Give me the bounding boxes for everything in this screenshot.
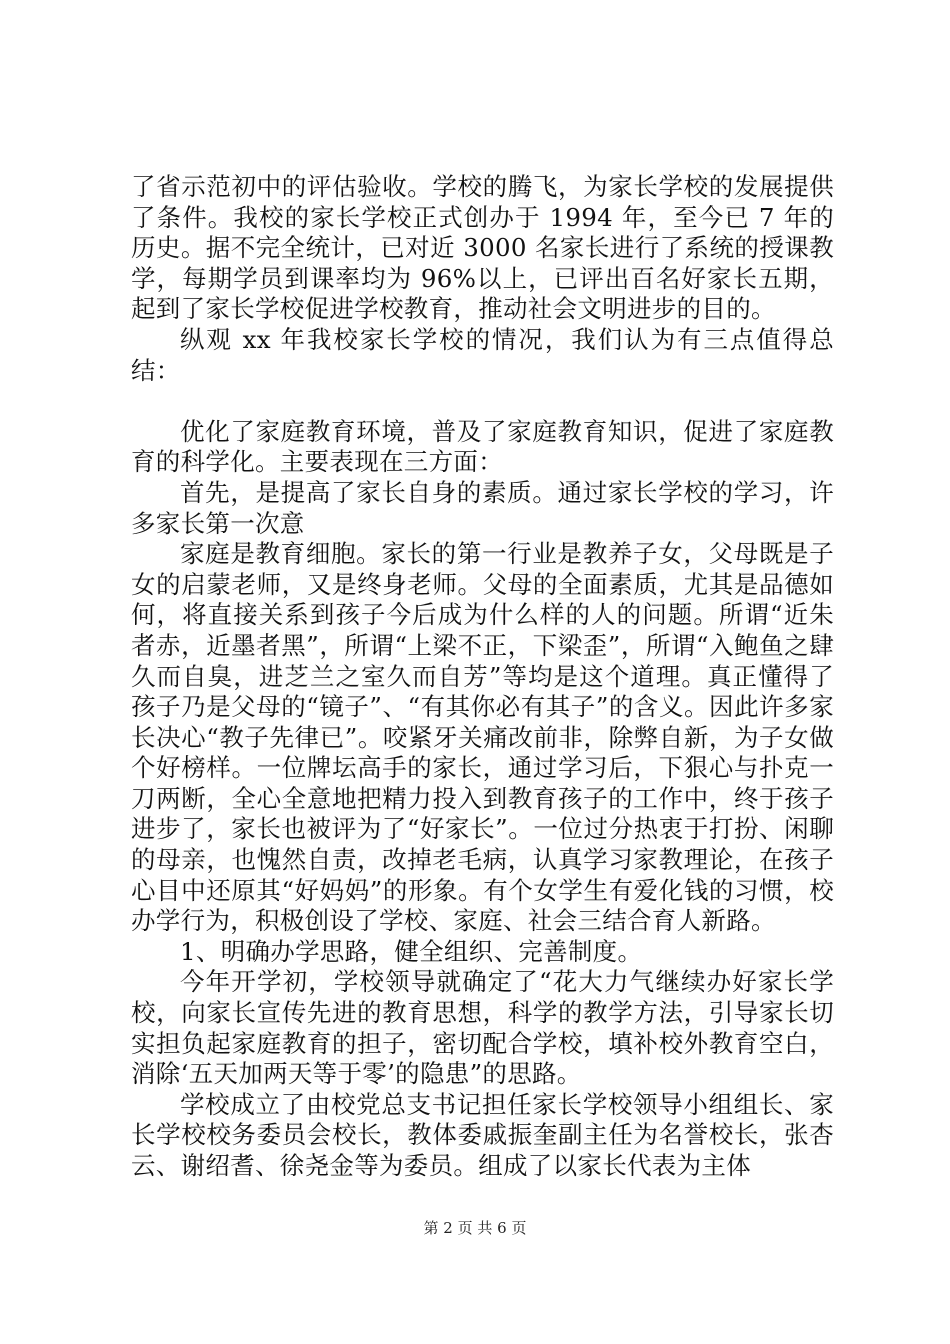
document-body	[131, 172, 834, 1182]
paragraph-environment: 优化了家庭教育环境，普及了家庭教育知识，促进了家庭教育的科学化。主要表现在三方面：	[131, 416, 834, 477]
paragraph-spacer	[131, 386, 834, 417]
paragraph-organization: 学校成立了由校党总支书记担任家长学校领导小组组长、家长学校校务委员会校长，教体委戚振奎副主任为名誉校长，张杏云、谢绍耆、徐尧金等为委员。组成了以家长代表为主体	[131, 1089, 834, 1180]
paragraph-summary-intro: 纵观 xx 年我校家长学校的情况，我们认为有三点值得总结：	[131, 324, 834, 385]
paragraph-continuation: 了省示范初中的评估验收。学校的腾飞，为家长学校的发展提供了条件。我校的家长学校正式创办于 1994 年，至今已 7 年的历史。据不完全统计，已对近 3000 名家长进行了系统的授课教学，每期学员到课率均为 96%以上，已评出百名好家长五期，起到了家长学校促进学校教育，推动社会文明进步的目的。	[131, 172, 834, 324]
paragraph-first-point: 首先，是提高了家长自身的素质。通过家长学校的学习，许多家长第一次意	[131, 477, 834, 538]
paragraph-school-thinking: 今年开学初，学校领导就确定了“花大力气继续办好家长学校，向家长宣传先进的教育思想，科学的教学方法，引导家长切实担负起家庭教育的担子，密切配合学校，填补校外教育空白，消除‘五天加两天等于零’的隐患”的思路。	[131, 967, 834, 1089]
page-number-footer: 第 2 页 共 6 页	[423, 1219, 527, 1237]
section-heading-1: 1、明确办学思路，健全组织、完善制度。	[180, 936, 643, 966]
paragraph-family-cell: 家庭是教育细胞。家长的第一行业是教养子女，父母既是子女的启蒙老师，又是终身老师。父母的全面素质，尤其是品德如何，将直接关系到孩子今后成为什么样的人的问题。所谓“近朱者赤，近墨者黑”，所谓“上梁不正，下梁歪”，所谓“入鲍鱼之肆久而自臭，进芝兰之室久而自芳”等均是这个道理。真正懂得了孩子乃是父母的“镜子”、“有其你必有其子”的含义。因此许多家长决心“教子先律已”。咬紧牙关痛改前非，除弊自新，为子女做个好榜样。一位牌坛高手的家长，通过学习后，下狠心与扑克一刀两断，全心全意地把精力投入到教育孩子的工作中，终于孩子进步了，家长也被评为了“好家长”。一位过分热衷于打扮、闲聊的母亲，也愧然自责，改掉老毛病，认真学习家教理论，在孩子心目中还原其“好妈妈”的形象。有个女学生有爱化钱的习惯，校办学行为，积极创设了学校、家庭、社会三结合育人新路。	[131, 539, 834, 936]
